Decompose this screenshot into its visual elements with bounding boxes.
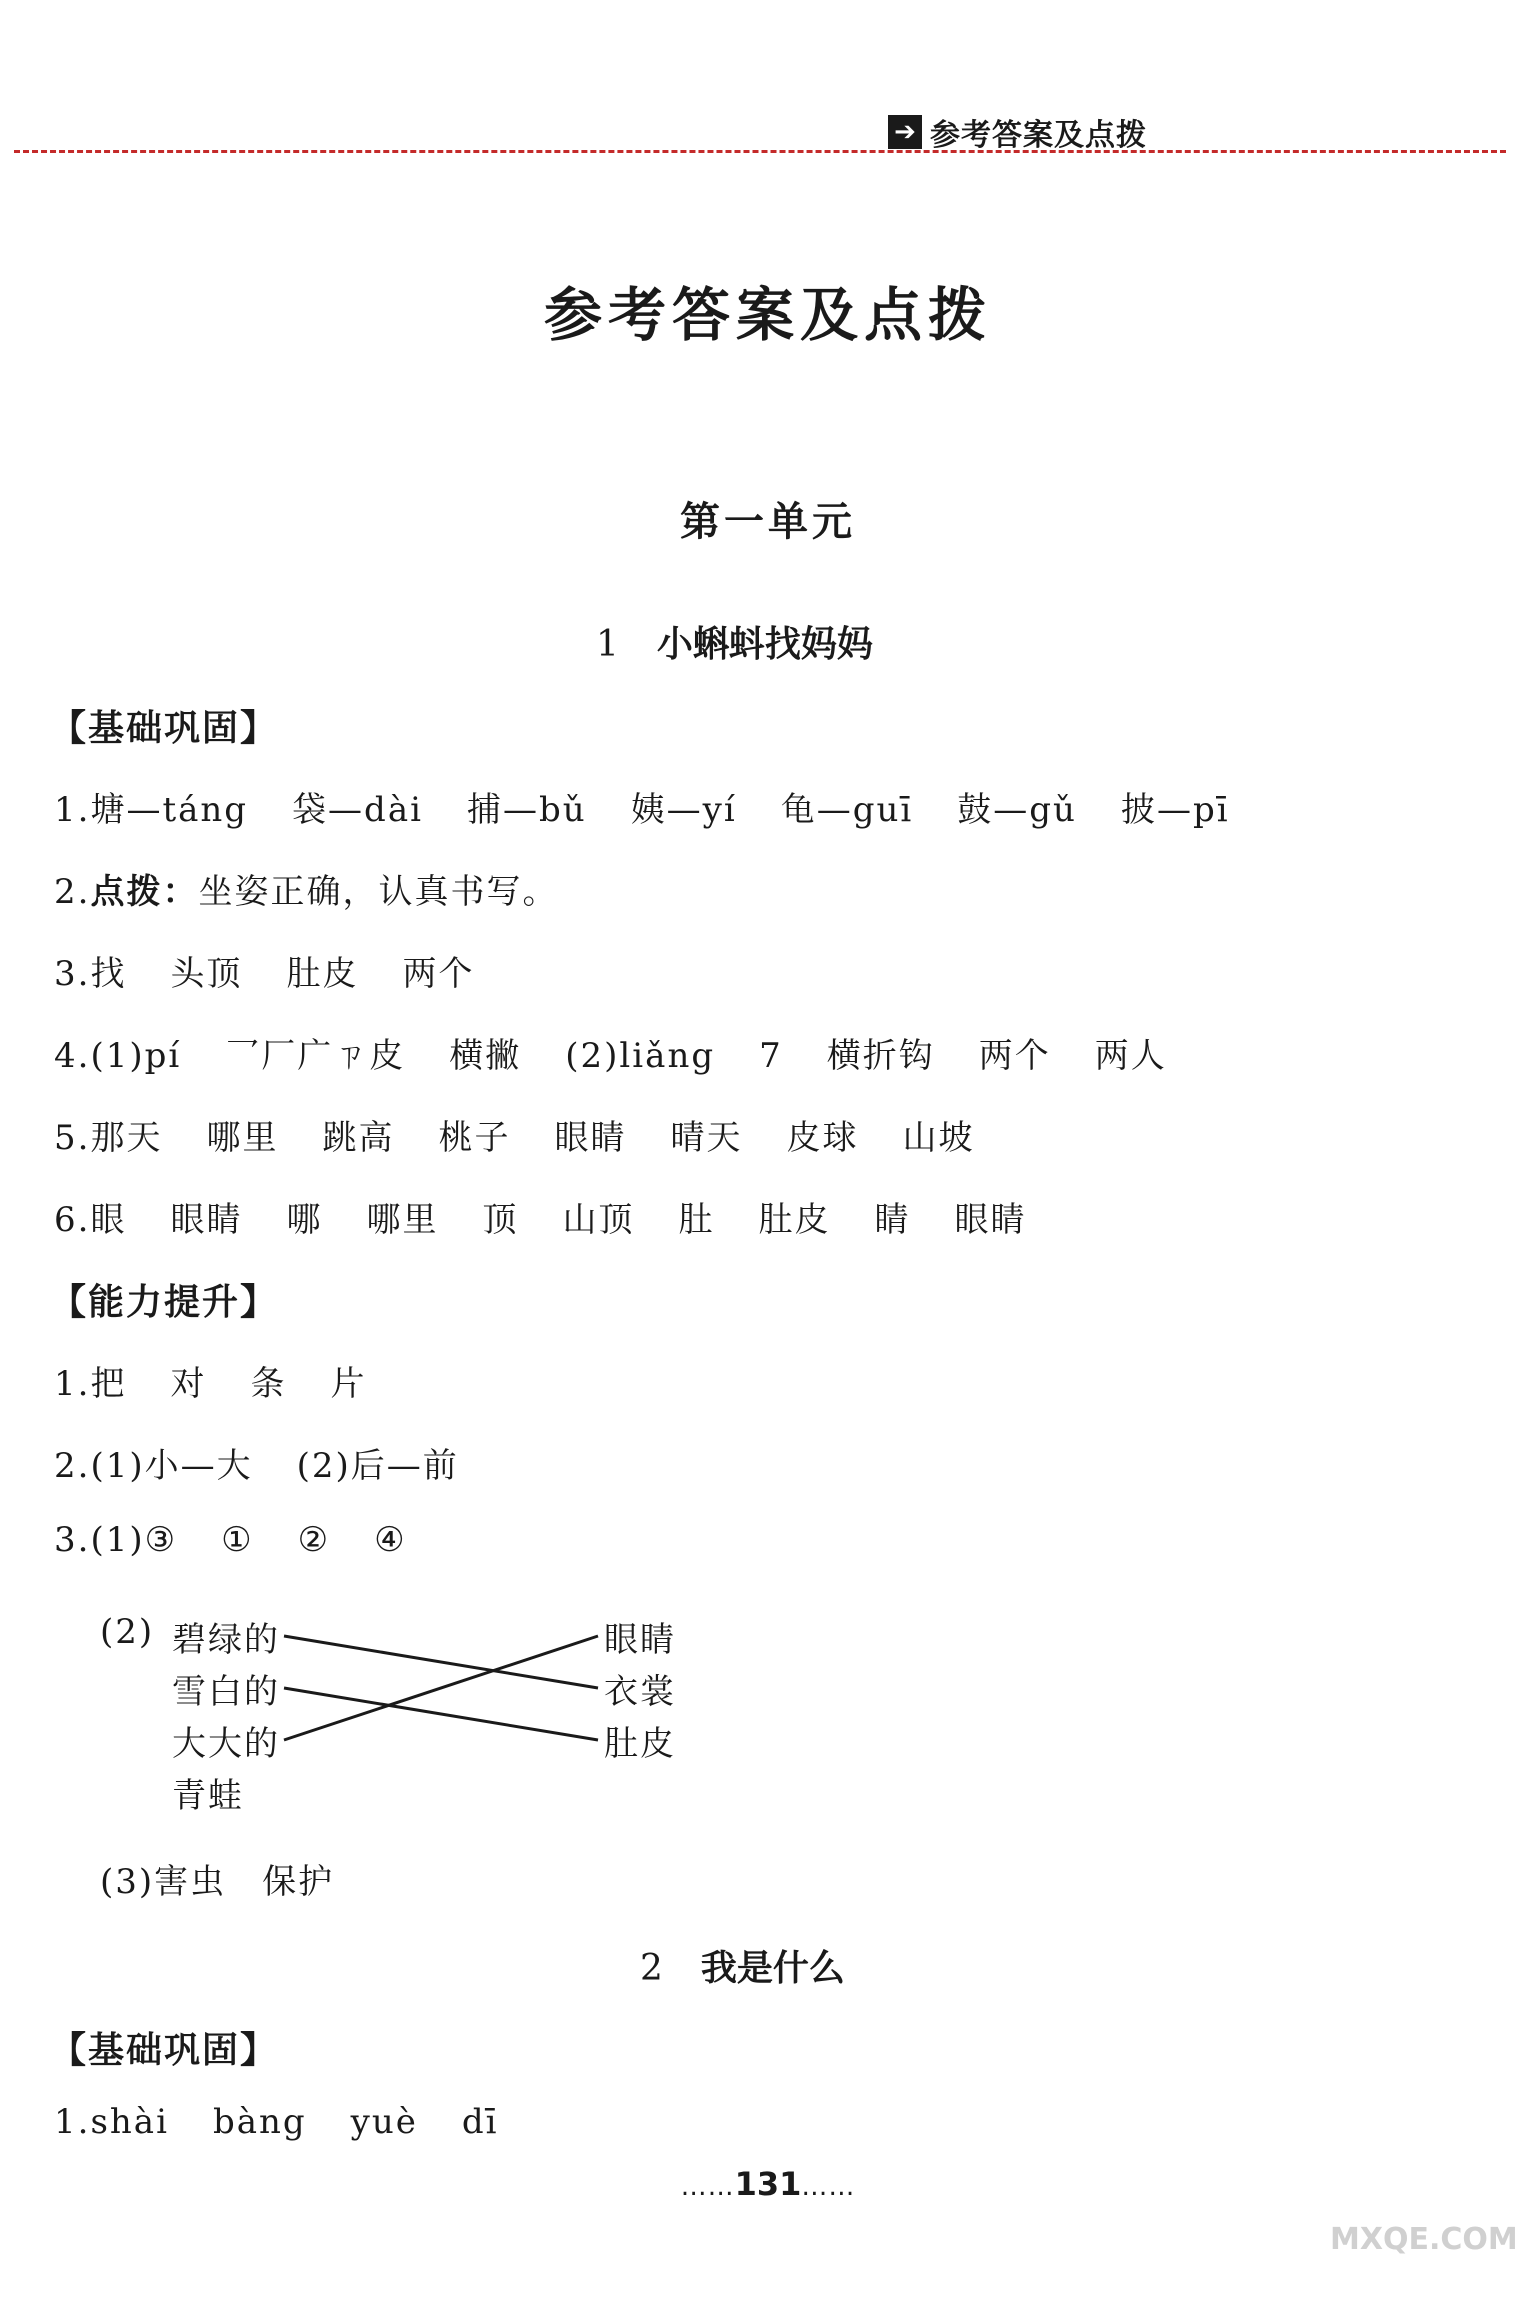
hint-text: 坐姿正确，认真书写。 xyxy=(198,872,559,912)
answer-item: 晴天 xyxy=(670,1118,743,1158)
lesson-title: 我是什么 xyxy=(700,1948,845,1989)
line-prefix: 6. xyxy=(54,1200,91,1240)
lesson-number: 2 xyxy=(640,1948,663,1989)
answer-item: 找 xyxy=(90,954,127,994)
answer-item: 桃子 xyxy=(438,1118,511,1158)
answer-item: 肚皮 xyxy=(758,1200,831,1240)
watermark: MXQE.COM xyxy=(1330,2222,1518,2257)
answer-item: (1)③ xyxy=(90,1520,178,1560)
answer-item: 头顶 xyxy=(170,954,243,994)
matching-left-word: 雪白的 xyxy=(172,1672,280,1712)
answer-item: 7 xyxy=(759,1036,783,1076)
answer-item: (2)后—前 xyxy=(296,1446,459,1486)
answer-item: 哪里 xyxy=(366,1200,439,1240)
answer-item: 捕—bǔ xyxy=(466,790,587,830)
line-prefix: 5. xyxy=(54,1118,91,1158)
answer-line: (3)害虫 保护 xyxy=(100,1862,335,1902)
answer-item: 条 xyxy=(250,1364,287,1404)
answer-item: (1)pí xyxy=(90,1036,182,1076)
answer-item: 乛厂广ㄗ皮 xyxy=(225,1036,406,1076)
line-prefix: 3. xyxy=(54,954,91,994)
answer-item: 片 xyxy=(330,1364,367,1404)
lesson-heading xyxy=(640,1940,845,1991)
answer-item: 横折钩 xyxy=(826,1036,935,1076)
answer-item: 顶 xyxy=(482,1200,519,1240)
page-footer xyxy=(0,2165,1536,2203)
answer-item: (1)小—大 xyxy=(90,1446,253,1486)
answer-item: 两个 xyxy=(402,954,475,994)
answer-item: 对 xyxy=(170,1364,207,1404)
answer-item: 山坡 xyxy=(902,1118,975,1158)
answer-item: 那天 xyxy=(90,1118,163,1158)
matching-left-word: 碧绿的 xyxy=(172,1620,280,1660)
answer-item: 姨—yí xyxy=(630,790,737,830)
matching-right-word: 眼睛 xyxy=(604,1620,676,1660)
hint-label: 点拨： xyxy=(90,872,199,912)
matching-right-word: 衣裳 xyxy=(604,1672,676,1712)
answer-item: (2)liǎng xyxy=(565,1036,716,1076)
matching-line xyxy=(284,1636,598,1740)
answer-item: 皮球 xyxy=(786,1118,859,1158)
answer-item: 两人 xyxy=(1094,1036,1167,1076)
arrow-right-icon: ➔ xyxy=(888,115,922,149)
answer-item: bàng xyxy=(212,2102,307,2142)
answer-item: 横撇 xyxy=(449,1036,522,1076)
answer-item: 眼睛 xyxy=(554,1118,627,1158)
answer-item: ① xyxy=(221,1520,254,1560)
line-prefix: 4. xyxy=(54,1036,91,1076)
line-prefix: 2. xyxy=(54,1446,91,1486)
answer-item: shài xyxy=(90,2102,169,2142)
answer-item: 眼睛 xyxy=(954,1200,1027,1240)
page-number: 131 xyxy=(734,2165,802,2203)
section-label: 【基础巩固】 xyxy=(50,2030,279,2071)
matching-label: (2) xyxy=(100,1612,155,1652)
unit-heading: 第一单元 xyxy=(680,499,856,545)
answer-item: 肚 xyxy=(678,1200,715,1240)
matching-line xyxy=(284,1636,598,1688)
answer-item: 两个 xyxy=(978,1036,1051,1076)
answer-item: 塘—táng xyxy=(90,790,249,830)
lesson-title: 小蝌蚪找妈妈 xyxy=(656,624,873,665)
answer-item: 哪里 xyxy=(206,1118,279,1158)
section-label: 【能力提升】 xyxy=(50,1282,279,1323)
answer-item: 肚皮 xyxy=(286,954,359,994)
section-label: 【基础巩固】 xyxy=(50,708,279,749)
matching-left-word: 大大的 xyxy=(172,1724,280,1764)
line-prefix: 3. xyxy=(54,1520,91,1560)
answer-item: 披—pī xyxy=(1120,790,1230,830)
matching-right-word: 肚皮 xyxy=(604,1724,676,1764)
line-prefix: 1. xyxy=(54,2102,91,2142)
answer-item: 把 xyxy=(90,1364,127,1404)
line-prefix: 1. xyxy=(54,1364,91,1404)
answer-item: ② xyxy=(297,1520,331,1560)
answer-item: dī xyxy=(461,2102,499,2142)
answer-item: 鼓—gǔ xyxy=(957,790,1077,830)
answer-line xyxy=(54,2102,499,2142)
answer-item: 跳高 xyxy=(322,1118,395,1158)
answer-item: 山顶 xyxy=(562,1200,635,1240)
matching-left-word: 青蛙 xyxy=(172,1776,244,1816)
page-title: 参考答案及点拨 xyxy=(543,281,992,349)
header-tab-label: 参考答案及点拨 xyxy=(930,118,1147,153)
answer-item: 眼 xyxy=(90,1200,127,1240)
answer-item: 龟—guī xyxy=(780,790,914,830)
matching-line xyxy=(284,1688,598,1740)
line-prefix: 2. xyxy=(54,872,91,912)
answer-item: ④ xyxy=(374,1520,407,1560)
footer-dots-left: …… xyxy=(680,2172,735,2202)
lesson-number: 1 xyxy=(596,624,619,665)
answer-item: 眼睛 xyxy=(170,1200,243,1240)
answer-item: 哪 xyxy=(286,1200,323,1240)
answer-item: 袋—dài xyxy=(292,790,423,830)
answer-item: 睛 xyxy=(874,1200,911,1240)
answer-item: yuè xyxy=(350,2102,418,2142)
line-prefix: 1. xyxy=(54,790,91,830)
footer-dots-right: …… xyxy=(801,2172,856,2202)
